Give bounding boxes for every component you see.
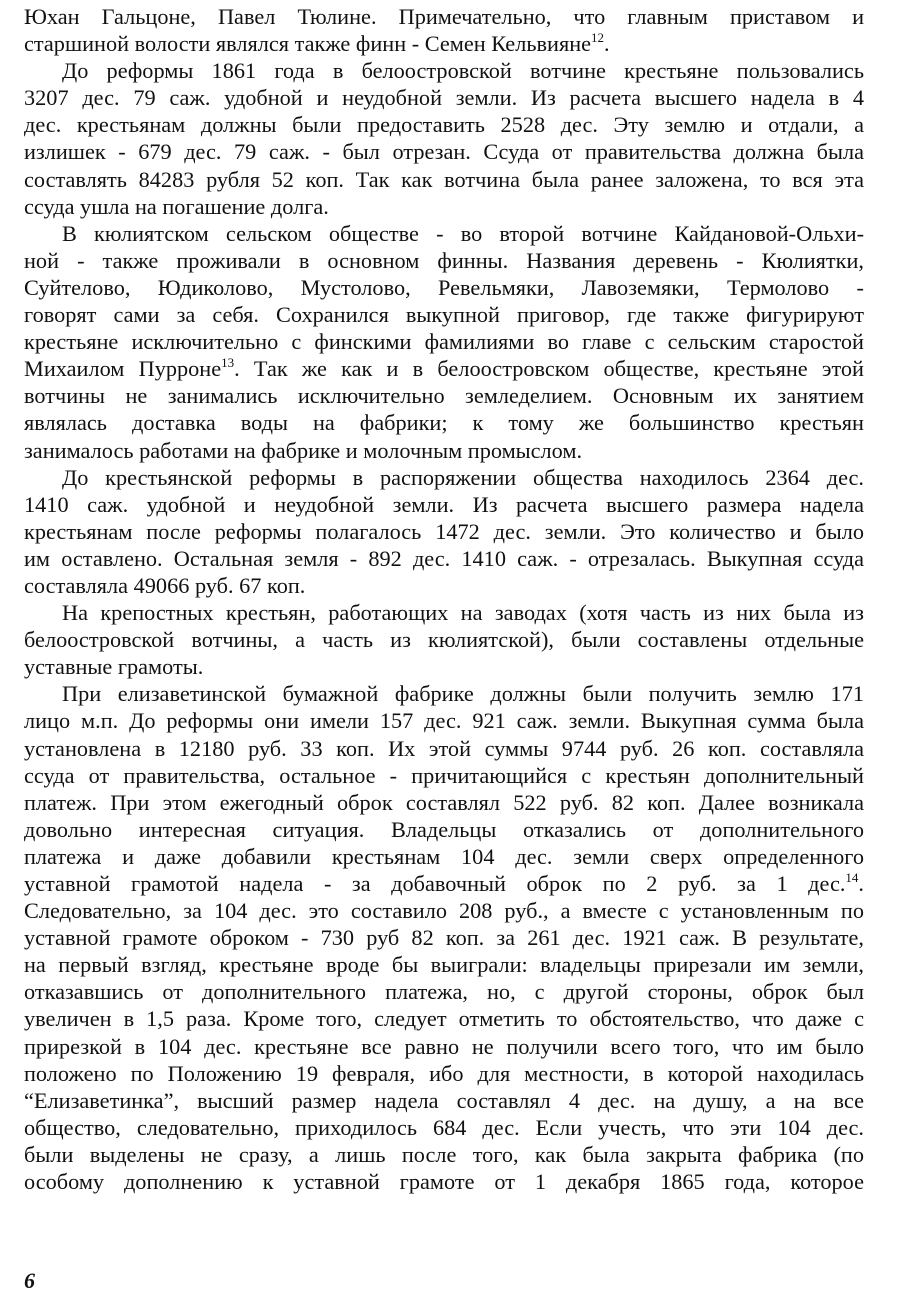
line-text: старшиной волости являлся также финн - Семен Кельвияне: [24, 31, 592, 57]
text-line: [24, 978, 864, 1005]
text-line: [24, 220, 864, 247]
text-line: [24, 1005, 864, 1032]
document-body: [24, 3, 864, 1195]
text-line: [24, 789, 864, 816]
line-text: говорят сами за себя. Сохранился выкупной приговор, где также фигурируют: [24, 302, 864, 328]
paragraph: [24, 599, 864, 680]
line-text: При елизаветинской бумажной фабрике должны были получить землю 171: [62, 681, 864, 707]
line-text-continued: . Так же как и в белоостровском обществе, крестьяне этой: [234, 356, 864, 382]
line-text: Юхан Гальцоне, Павел Тюлине. Примечательно, что главным приставом и: [24, 4, 864, 29]
text-line: [24, 1060, 864, 1087]
line-text: платеж. При этом ежегодный оброк составлял 522 руб. 82 коп. Далее возникала: [24, 789, 864, 815]
footnote-reference[interactable]: 14: [845, 870, 859, 885]
text-line: [24, 247, 864, 274]
text-line: [24, 111, 864, 138]
text-line: [24, 355, 864, 382]
text-line: [24, 1114, 864, 1141]
line-text: крестьяне исключительно с финскими фамилиями во главе с сельским старостой: [24, 329, 864, 355]
text-line: [24, 572, 864, 599]
text-line: [24, 437, 864, 464]
line-text: ссуда ушла на погашение долга.: [24, 193, 329, 219]
text-line: [24, 409, 864, 436]
text-line: [24, 138, 864, 165]
page-number: 6: [24, 1268, 35, 1293]
line-text: составляла 49066 руб. 67 коп.: [24, 572, 306, 598]
line-text: ной - также проживали в основном финны. Названия деревень - Кюлиятки,: [24, 247, 864, 273]
paragraph: [24, 464, 864, 599]
line-text: составлять 84283 рубля 52 коп. Так как вотчина была ранее заложена, то вся эта: [24, 166, 864, 192]
text-line: [24, 735, 864, 762]
line-text: 3207 дес. 79 саж. удобной и неудобной земли. Из расчета высшего надела в 4: [24, 85, 864, 111]
text-line: [24, 707, 864, 734]
line-text: прирезкой в 104 дес. крестьяне все равно не получили всего того, что им было: [24, 1033, 864, 1059]
text-line: [24, 653, 864, 680]
text-line: [24, 1033, 864, 1060]
paragraph: [24, 57, 864, 220]
line-text: уставной грамоте оброком - 730 руб 82 коп. за 261 дес. 1921 саж. В результате,: [24, 925, 864, 951]
text-line: [24, 1141, 864, 1168]
text-line: [24, 1168, 864, 1195]
line-text: Михаилом Пурроне: [24, 356, 222, 382]
line-text: ссуда от правительства, остальное - причитающийся с крестьян дополнительный: [24, 762, 864, 788]
line-text: 1410 саж. удобной и неудобной земли. Из расчета высшего размера надела: [24, 491, 864, 517]
text-line: [24, 464, 864, 491]
text-line: [24, 301, 864, 328]
line-text: Следовательно, за 104 дес. это составило 208 руб., а вместе с установленным по: [24, 898, 864, 924]
text-line: [24, 680, 864, 707]
line-text: им оставлено. Остальная земля - 892 дес. 1410 саж. - отрезалась. Выкупная ссуда: [24, 545, 864, 571]
line-text: установлена в 12180 руб. 33 коп. Их этой суммы 9744 руб. 26 коп. составляла: [24, 735, 864, 761]
line-text: на первый взгляд, крестьяне вроде бы выиграли: владельцы прирезали им земли,: [24, 952, 864, 978]
line-text: лицо м.п. До реформы они имели 157 дес. 921 саж. земли. Выкупная сумма была: [24, 708, 864, 734]
text-line: [24, 762, 864, 789]
text-line: [24, 897, 864, 924]
text-line: [24, 870, 864, 897]
line-text: белоостровской вотчины, а часть из кюлиятской), были составлены отдельные: [24, 627, 864, 653]
line-text-continued: .: [858, 871, 864, 896]
line-text: крестьянам после реформы полагалось 1472 дес. земли. Это количество и было: [24, 518, 864, 544]
line-text: В кюлиятском сельском обществе - во второй вотчине Кайдановой-Ольхи-: [62, 220, 864, 246]
paragraph: [24, 3, 864, 57]
text-line: [24, 816, 864, 843]
line-text: увеличен в 1,5 раза. Кроме того, следует отметить то обстоятельство, что даже с: [24, 1006, 864, 1032]
paragraph: [24, 680, 864, 1195]
text-line: [24, 626, 864, 653]
text-line: [24, 843, 864, 870]
text-line: [24, 924, 864, 951]
line-text: являлась доставка воды на фабрики; к тому же большинство крестьян: [24, 410, 864, 436]
text-line: [24, 3, 864, 30]
line-text: вотчины не занимались исключительно земледелием. Основным их занятием: [24, 383, 864, 409]
text-line: [24, 951, 864, 978]
line-text: положено по Положению 19 февраля, ибо для местности, в которой находилась: [24, 1060, 864, 1086]
text-line: [24, 57, 864, 84]
text-line: [24, 84, 864, 111]
line-text: были выделены не сразу, а лишь после того, как была закрыта фабрика (по: [24, 1141, 864, 1167]
line-text: уставные грамоты.: [24, 654, 204, 680]
line-text: уставной грамотой надела - за добавочный оброк по 2 руб. за 1 дес.: [24, 871, 846, 896]
text-line: [24, 518, 864, 545]
text-line: [24, 30, 864, 57]
paragraph: [24, 220, 864, 464]
line-text: занималось работами на фабрике и молочным промыслом.: [24, 437, 583, 463]
text-line: [24, 382, 864, 409]
text-line: [24, 491, 864, 518]
text-line: [24, 599, 864, 626]
line-text: “Елизаветинка”, высший размер надела составлял 4 дес. на душу, а на все: [24, 1087, 864, 1113]
text-line: [24, 545, 864, 572]
line-text: дес. крестьянам должны были предоставить 2528 дес. Эту землю и отдали, а: [24, 112, 864, 138]
footnote-reference[interactable]: 13: [221, 355, 235, 371]
text-line: [24, 193, 864, 220]
text-line: [24, 274, 864, 301]
line-text: отказавшись от дополнительного платежа, но, с другой стороны, оброк был: [24, 979, 864, 1005]
line-text: На крепостных крестьян, работающих на заводах (хотя часть из них была из: [62, 600, 864, 626]
line-text: довольно интересная ситуация. Владельцы отказались от дополнительного: [24, 816, 864, 842]
line-text: До реформы 1861 года в белоостровской вотчине крестьяне пользовались: [62, 58, 864, 84]
text-line: [24, 166, 864, 193]
line-text: излишек - 679 дес. 79 саж. - был отрезан. Ссуда от правительства должна была: [24, 139, 864, 165]
line-text: Суйтелово, Юдиколово, Мустолово, Ревельмяки, Лавоземяки, Термолово -: [24, 274, 864, 300]
text-line: [24, 328, 864, 355]
text-line: [24, 1087, 864, 1114]
line-text-continued: .: [604, 31, 610, 57]
footnote-reference[interactable]: 12: [591, 30, 605, 46]
line-text: платежа и даже добавили крестьянам 104 дес. земли сверх определенного: [24, 843, 864, 869]
line-text: особому дополнению к уставной грамоте от 1 декабря 1865 года, которое: [24, 1169, 864, 1195]
line-text: общество, следовательно, приходилось 684 дес. Если учесть, что эти 104 дес.: [24, 1114, 864, 1140]
line-text: До крестьянской реформы в распоряжении общества находилось 2364 дес.: [62, 464, 864, 490]
